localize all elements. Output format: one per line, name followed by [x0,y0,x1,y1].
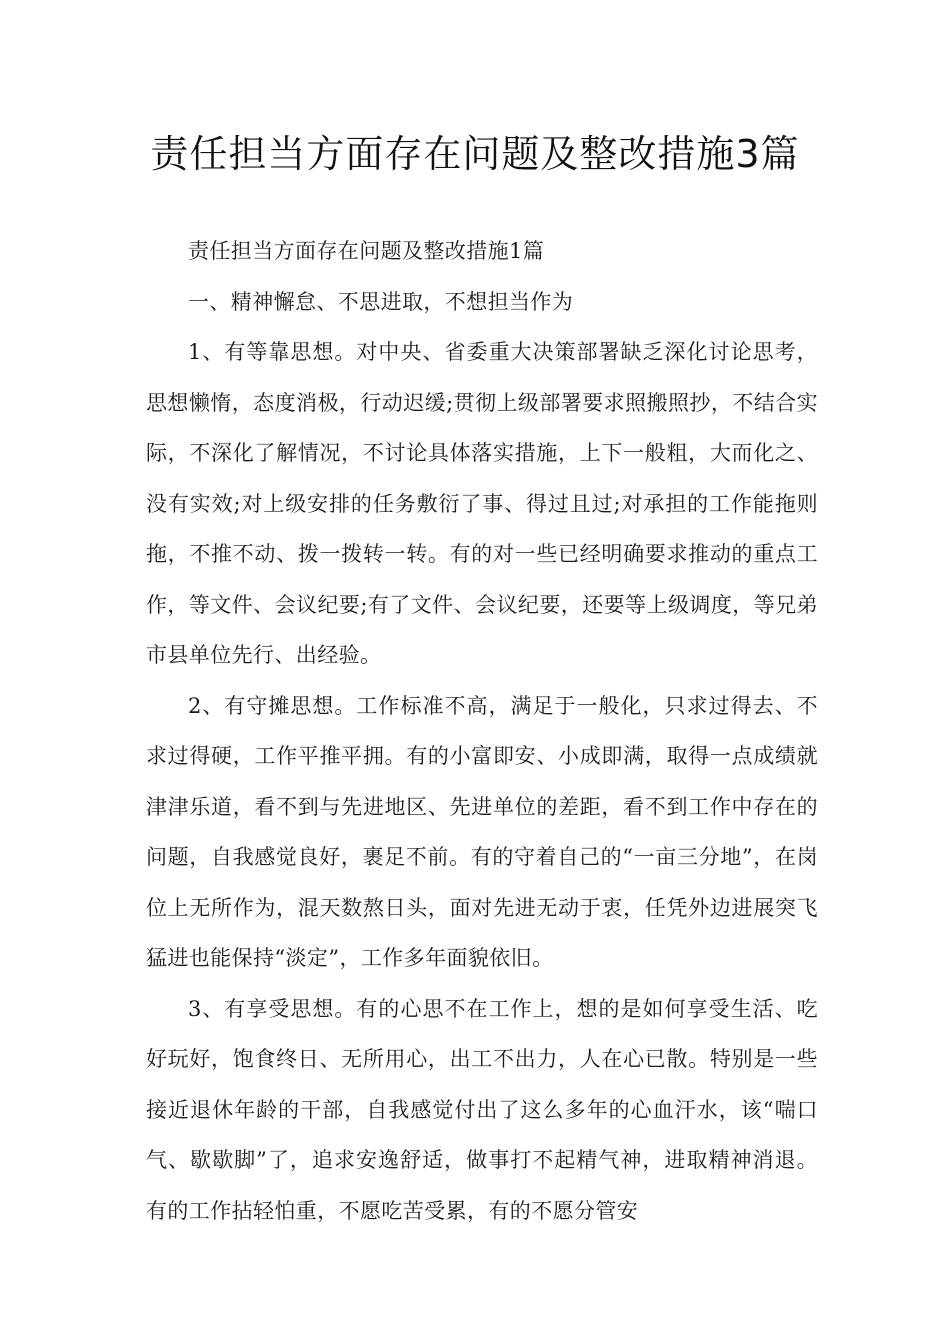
document-title: 责任担当方面存在问题及整改措施3篇 [150,132,800,176]
paragraph-item-3: 3、有享受思想。有的心思不在工作上，想的是如何享受生活、吃好玩好，饱食终日、无所用心，出工不出力，人在心已散。特别是一些接近退休年龄的干部，自我感觉付出了这么多年的心血汗水，该“喘口气、歇歇脚”了，追求安逸舒适，做事打不起精气神，进取精神消退。有的工作拈轻怕重，不愿吃苦受累，有的不愿分管安 [146,996,818,1223]
paragraph-section-heading: 一、精神懈怠、不思进取，不想担当作为 [188,289,574,314]
paragraph-subtitle: 责任担当方面存在问题及整改措施1篇 [188,239,545,263]
paragraph-item-1: 1、有等靠思想。对中央、省委重大决策部署缺乏深化讨论思考，思想懒惰，态度消极，行动迟缓;贯彻上级部署要求照搬照抄，不结合实际，不深化了解情况，不讨论具体落实措施，上下一般粗，大而化之、没有实效;对上级安排的任务敷衍了事、得过且过;对承担的工作能拖则拖，不推不动、拨一拨转一转。有的对一些已经明确要求推动的重点工作，等文件、会议纪要;有了文件、会议纪要，还要等上级调度，等兄弟市县单位先行、出经验。 [146,340,818,667]
paragraph-item-2: 2、有守摊思想。工作标准不高，满足于一般化，只求过得去、不求过得硬，工作平推平拥。有的小富即安、小成即满，取得一点成绩就津津乐道，看不到与先进地区、先进单位的差距，看不到工作中存在的问题，自我感觉良好，裹足不前。有的守着自己的“一亩三分地”，在岗位上无所作为，混天数熬日头，面对先进无动于衷，任凭外边进展突飞猛进也能保持“淡定”，工作多年面貌依旧。 [146,693,818,970]
document-body [146,226,818,1236]
